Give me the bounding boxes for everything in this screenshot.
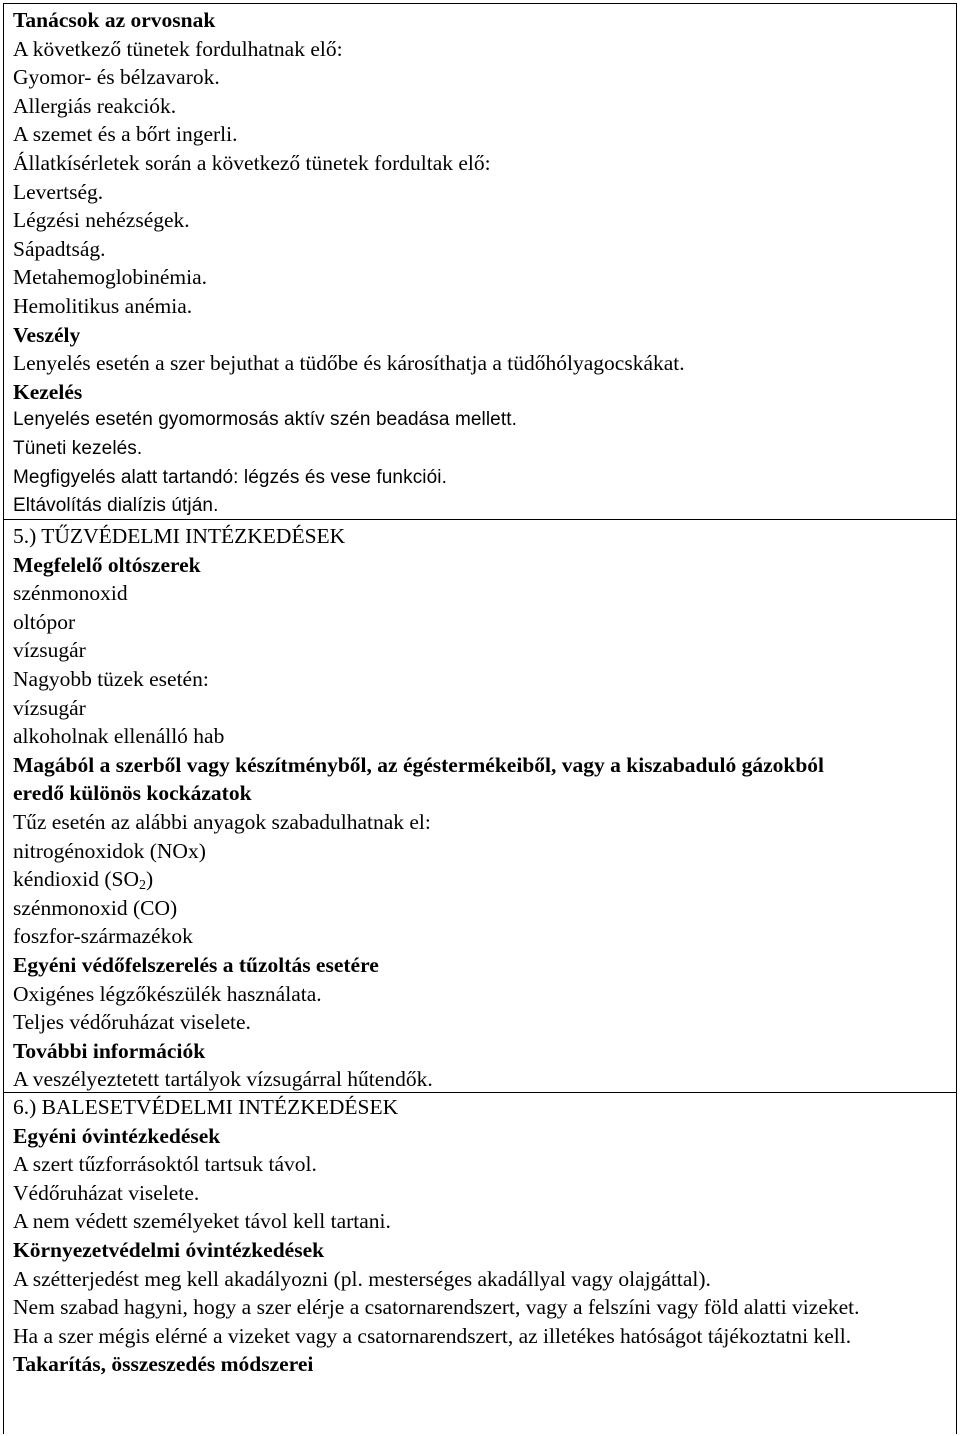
subheading: eredő különös kockázatok — [13, 781, 252, 806]
list-item: Légzési nehézségek. — [13, 208, 190, 233]
list-item: Oxigénes légzőkészülék használata. — [13, 981, 322, 1006]
list-item: Levertség. — [13, 179, 104, 204]
list-item: A nem védett személyeket távol kell tartani. — [13, 1209, 391, 1234]
list-item: vízsugár — [13, 638, 86, 663]
list-item: Védőruházat viselete. — [13, 1180, 200, 1205]
list-item: nitrogénoxidok (NOx) — [13, 838, 206, 863]
subheading: Egyéni védőfelszerelés a tűzoltás esetére — [13, 952, 379, 977]
text-line: A szétterjedést meg kell akadályozni (pl. mesterséges akadállyal vagy olajgáttal). — [13, 1266, 711, 1291]
list-item: Teljes védőruházat viselete. — [13, 1010, 251, 1035]
text-line: A következő tünetek fordulhatnak elő: — [13, 36, 343, 61]
list-item: A szemet és a bőrt ingerli. — [13, 122, 238, 147]
so2-subscript: 2 — [139, 878, 147, 894]
list-item: Hemolitikus anémia. — [13, 293, 193, 318]
list-item: Nagyobb tüzek esetén: — [13, 666, 209, 691]
subheading: Egyéni óvintézkedések — [13, 1123, 221, 1148]
list-item: A szert tűzforrásoktól tartsuk távol. — [13, 1152, 317, 1177]
text-line: Ha a szer mégis elérné a vizeket vagy a csatornarendszert, az illetékes hatóságot tájékoztatni kell. — [13, 1323, 852, 1348]
list-item: Allergiás reakciók. — [13, 93, 177, 118]
subheading: Magából a szerből vagy készítményből, az égéstermékeiből, vagy a kiszabaduló gázokból — [13, 752, 824, 777]
section-heading: Tanácsok az orvosnak — [13, 8, 216, 32]
accident-prevention-section — [4, 1092, 956, 1379]
list-item: alkoholnak ellenálló hab — [13, 724, 225, 749]
text-line: Lenyelés esetén a szer bejuthat a tüdőbe és károsíthatja a tüdőhólyagocskákat. — [13, 351, 685, 376]
so2-prefix: kéndioxid (SO — [13, 867, 140, 892]
text-line: Tűz esetén az alábbi anyagok szabadulhatnak el: — [13, 809, 431, 834]
doctor-advice-section — [4, 4, 956, 519]
list-item: Eltávolítás dialízis útján. — [13, 495, 219, 517]
list-item: oltópor — [13, 609, 76, 634]
subheading: Környezetvédelmi óvintézkedések — [13, 1237, 325, 1262]
so2-suffix: ) — [146, 867, 154, 892]
text-line: Nem szabad hagyni, hogy a szer elérje a csatornarendszert, vagy a felszíni vagy föld alatti vizeket. — [13, 1295, 860, 1320]
list-item: Lenyelés esetén gyomormosás aktív szén beadása mellett. — [13, 409, 517, 431]
subheading: Takarítás, összeszedés módszerei — [13, 1352, 314, 1377]
list-item: szénmonoxid (CO) — [13, 895, 178, 920]
list-item: szénmonoxid — [13, 581, 128, 606]
text-line: A veszélyeztetett tartályok vízsugárral hűtendők. — [13, 1067, 433, 1092]
section-heading: 5.) TŰZVÉDELMI INTÉZKEDÉSEK — [13, 524, 346, 548]
list-item: Tüneti kezelés. — [13, 437, 143, 459]
list-item: foszfor-származékok — [13, 924, 193, 949]
section-heading: 6.) BALESETVÉDELMI INTÉZKEDÉSEK — [13, 1095, 399, 1119]
subheading: Kezelés — [13, 379, 83, 404]
safety-data-sheet — [3, 3, 957, 1434]
list-item: Metahemoglobinémia. — [13, 265, 208, 290]
list-item: Sápadtság. — [13, 236, 106, 261]
list-item: vízsugár — [13, 695, 86, 720]
subheading: További információk — [13, 1038, 206, 1063]
fire-protection-section — [4, 519, 956, 1092]
list-item: Megfigyelés alatt tartandó: légzés és vese funkciói. — [13, 466, 447, 488]
subheading: Megfelelő oltószerek — [13, 552, 201, 577]
text-line: Állatkísérletek során a következő tünetek fordultak elő: — [13, 150, 491, 175]
subheading: Veszély — [13, 322, 81, 347]
list-item — [13, 865, 950, 894]
list-item: Gyomor- és bélzavarok. — [13, 65, 220, 90]
